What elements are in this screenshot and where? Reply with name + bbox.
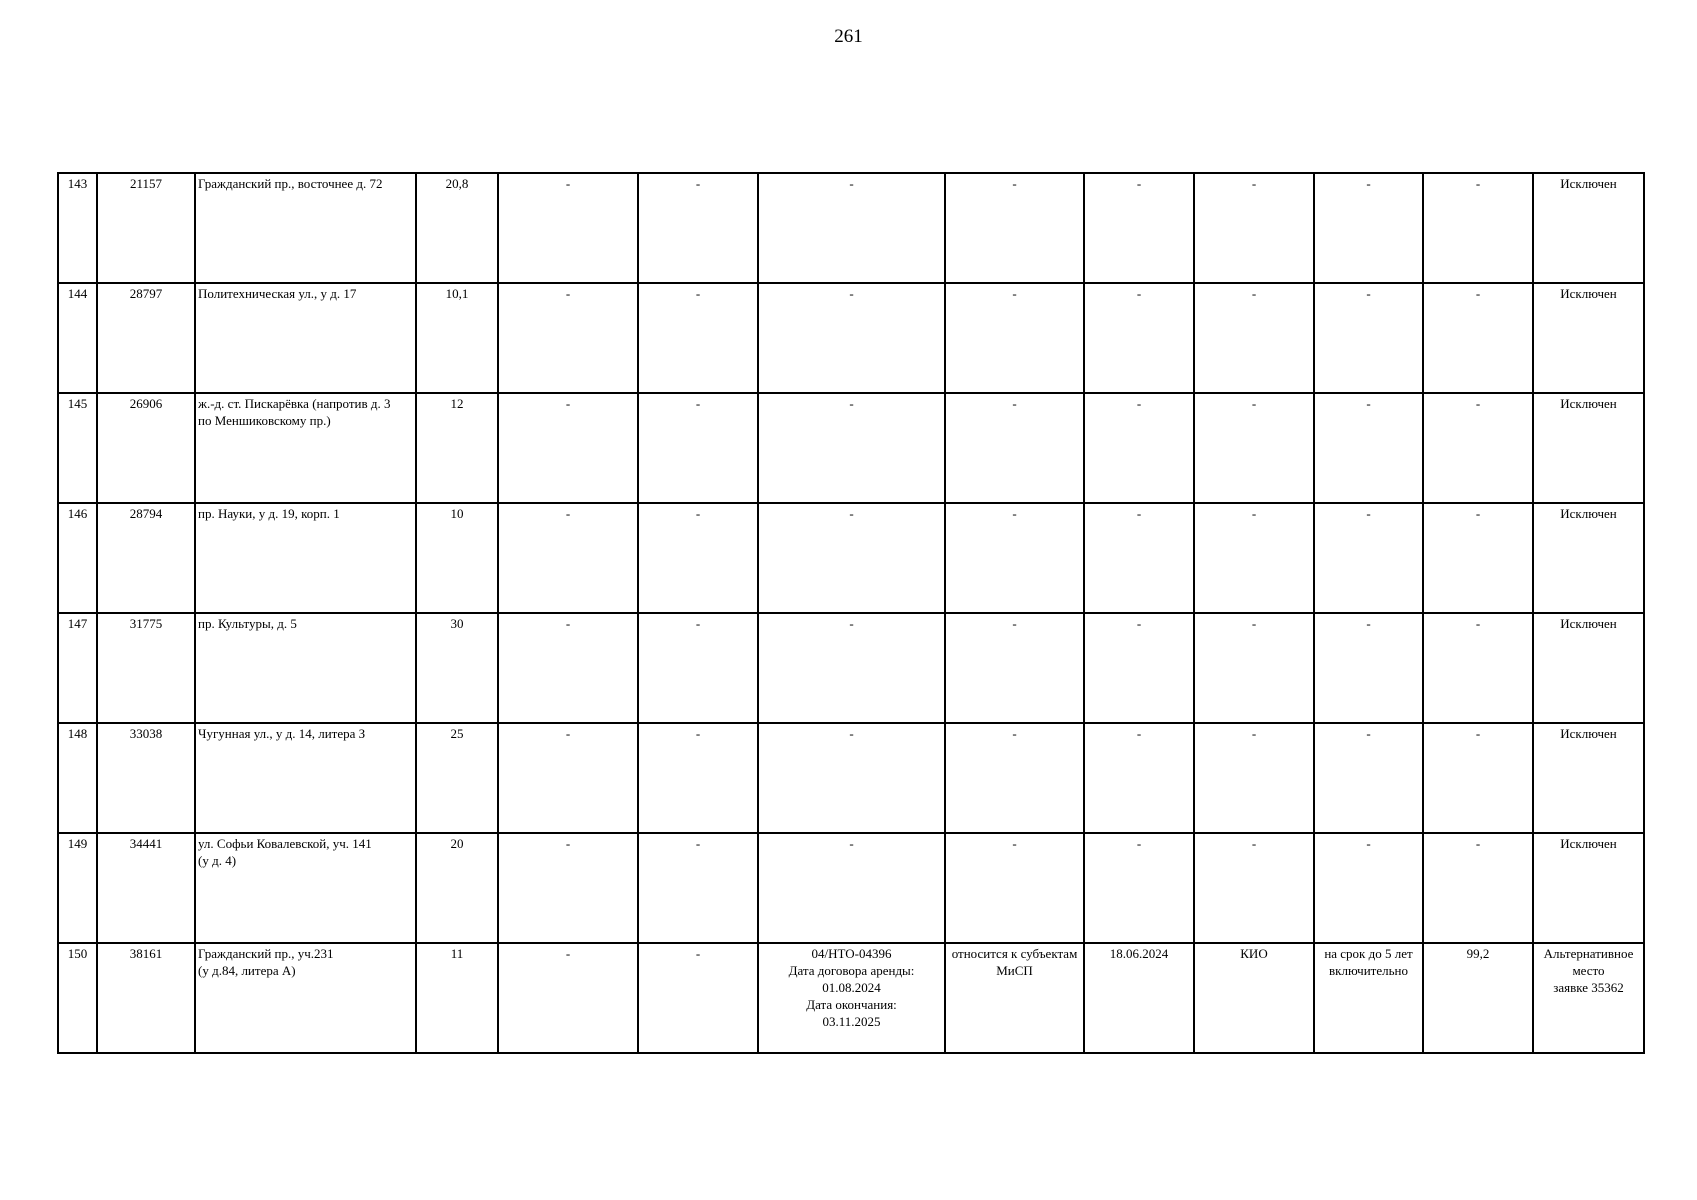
cell-contract	[758, 833, 945, 943]
cell-organization: -	[1194, 283, 1314, 393]
cell-term	[1314, 613, 1423, 723]
cell-area: 11	[416, 943, 498, 1053]
cell-contract	[758, 173, 945, 283]
cell-object-id: 26906	[97, 393, 195, 503]
cell-date: -	[1084, 393, 1194, 503]
cell-result-line: заявке 35362	[1553, 980, 1624, 995]
cell-result-line: Исключен	[1560, 396, 1617, 411]
cell-contract-line: -	[849, 836, 854, 851]
cell-address	[195, 173, 416, 283]
cell-row-number: 149	[58, 833, 97, 943]
cell-area: 25	[416, 723, 498, 833]
cell-smb-status	[945, 173, 1084, 283]
cell-address-line: пр. Культуры, д. 5	[198, 616, 297, 631]
cell-row-number: 146	[58, 503, 97, 613]
cell-column-5: -	[498, 833, 638, 943]
cell-column-6: -	[638, 283, 758, 393]
cell-area: 20	[416, 833, 498, 943]
cell-object-id: 38161	[97, 943, 195, 1053]
cell-address	[195, 393, 416, 503]
cell-object-id: 28794	[97, 503, 195, 613]
cell-smb-status-line: -	[1012, 726, 1017, 741]
cell-result-line: Исключен	[1560, 836, 1617, 851]
cell-term-line: -	[1366, 176, 1371, 191]
cell-address-line: ул. Софьи Ковалевской, уч. 141	[198, 836, 372, 851]
cell-address	[195, 503, 416, 613]
cell-term-line: включительно	[1329, 963, 1408, 978]
cell-term	[1314, 283, 1423, 393]
cell-address-line: ж.-д. ст. Пискарёвка (напротив д. 3	[198, 396, 391, 411]
cell-contract-line: -	[849, 726, 854, 741]
cell-area: 10	[416, 503, 498, 613]
cell-address-line: Гражданский пр., восточнее д. 72	[198, 176, 383, 191]
table-row	[58, 833, 1644, 943]
cell-column-6: -	[638, 173, 758, 283]
cell-organization: -	[1194, 503, 1314, 613]
cell-column-12: -	[1423, 613, 1533, 723]
cell-column-5: -	[498, 393, 638, 503]
table-row	[58, 723, 1644, 833]
cell-term	[1314, 943, 1423, 1053]
cell-contract-line: -	[849, 396, 854, 411]
cell-column-5: -	[498, 283, 638, 393]
cell-contract-line: 01.08.2024	[822, 980, 881, 995]
cell-smb-status-line: относится к субъектам	[951, 946, 1078, 961]
table-row	[58, 283, 1644, 393]
cell-column-6: -	[638, 833, 758, 943]
cell-date: -	[1084, 613, 1194, 723]
cell-smb-status	[945, 723, 1084, 833]
cell-column-12: -	[1423, 283, 1533, 393]
cell-smb-status-line: -	[1012, 176, 1017, 191]
cell-contract	[758, 723, 945, 833]
cell-result	[1533, 173, 1644, 283]
cell-smb-status	[945, 283, 1084, 393]
cell-term-line: -	[1366, 836, 1371, 851]
cell-column-5: -	[498, 173, 638, 283]
cell-column-5: -	[498, 613, 638, 723]
cell-contract	[758, 613, 945, 723]
cell-organization: -	[1194, 723, 1314, 833]
cell-date: -	[1084, 173, 1194, 283]
cell-result-line: Исключен	[1560, 286, 1617, 301]
cell-contract-line: 03.11.2025	[822, 1014, 881, 1029]
cell-contract-line: -	[849, 506, 854, 521]
cell-object-id: 33038	[97, 723, 195, 833]
cell-address	[195, 613, 416, 723]
cell-object-id: 21157	[97, 173, 195, 283]
table-row	[58, 613, 1644, 723]
cell-row-number: 144	[58, 283, 97, 393]
cell-term-line: -	[1366, 396, 1371, 411]
cell-column-12: -	[1423, 833, 1533, 943]
cell-address	[195, 833, 416, 943]
cell-address-line: Политехническая ул., у д. 17	[198, 286, 357, 301]
cell-term-line: на срок до 5 лет	[1324, 946, 1413, 961]
cell-result	[1533, 723, 1644, 833]
cell-smb-status-line: -	[1012, 506, 1017, 521]
cell-contract-line: Дата окончания:	[806, 997, 897, 1012]
cell-column-5: -	[498, 723, 638, 833]
cell-date: 18.06.2024	[1084, 943, 1194, 1053]
cell-term-line: -	[1366, 726, 1371, 741]
cell-smb-status-line: -	[1012, 286, 1017, 301]
cell-contract	[758, 503, 945, 613]
cell-object-id: 31775	[97, 613, 195, 723]
cell-column-6: -	[638, 723, 758, 833]
cell-organization: -	[1194, 833, 1314, 943]
cell-address-line: Гражданский пр., уч.231	[198, 946, 334, 961]
cell-column-5: -	[498, 503, 638, 613]
cell-address-line: пр. Науки, у д. 19, корп. 1	[198, 506, 340, 521]
table-row	[58, 943, 1644, 1053]
cell-smb-status	[945, 613, 1084, 723]
cell-result	[1533, 943, 1644, 1053]
cell-organization: -	[1194, 173, 1314, 283]
cell-row-number: 145	[58, 393, 97, 503]
cell-object-id: 28797	[97, 283, 195, 393]
cell-column-12: -	[1423, 173, 1533, 283]
cell-area: 30	[416, 613, 498, 723]
cell-column-6: -	[638, 943, 758, 1053]
cell-term	[1314, 393, 1423, 503]
table-row	[58, 393, 1644, 503]
cell-column-12: -	[1423, 723, 1533, 833]
cell-term-line: -	[1366, 286, 1371, 301]
cell-term	[1314, 173, 1423, 283]
cell-term	[1314, 503, 1423, 613]
cell-contract-line: -	[849, 616, 854, 631]
cell-date: -	[1084, 723, 1194, 833]
cell-term-line: -	[1366, 616, 1371, 631]
cell-result	[1533, 613, 1644, 723]
cell-area: 20,8	[416, 173, 498, 283]
cell-row-number: 147	[58, 613, 97, 723]
cell-contract-line: -	[849, 176, 854, 191]
cell-smb-status	[945, 833, 1084, 943]
cell-column-6: -	[638, 503, 758, 613]
cell-result-line: Исключен	[1560, 176, 1617, 191]
cell-row-number: 150	[58, 943, 97, 1053]
page-number: 261	[834, 26, 863, 47]
cell-date: -	[1084, 503, 1194, 613]
cell-contract	[758, 943, 945, 1053]
cell-smb-status-line: -	[1012, 836, 1017, 851]
cell-address-line: Чугунная ул., у д. 14, литера З	[198, 726, 366, 741]
cell-organization: КИО	[1194, 943, 1314, 1053]
cell-smb-status-line: -	[1012, 616, 1017, 631]
cell-result-line: Исключен	[1560, 726, 1617, 741]
cell-column-12: 99,2	[1423, 943, 1533, 1053]
cell-object-id: 34441	[97, 833, 195, 943]
cell-result-line: Исключен	[1560, 506, 1617, 521]
cell-smb-status	[945, 503, 1084, 613]
cell-result-line: Альтернативное	[1543, 946, 1634, 961]
cell-area: 10,1	[416, 283, 498, 393]
cell-contract	[758, 283, 945, 393]
cell-row-number: 148	[58, 723, 97, 833]
cell-column-12: -	[1423, 503, 1533, 613]
cell-contract-line: Дата договора аренды:	[788, 963, 915, 978]
cell-contract-line: -	[849, 286, 854, 301]
cell-address	[195, 943, 416, 1053]
cell-area: 12	[416, 393, 498, 503]
cell-result-line: место	[1572, 963, 1605, 978]
cell-column-5: -	[498, 943, 638, 1053]
cell-date: -	[1084, 833, 1194, 943]
registry-table	[57, 172, 1645, 1054]
cell-organization: -	[1194, 613, 1314, 723]
cell-result	[1533, 503, 1644, 613]
cell-contract-line: 04/НТО-04396	[811, 946, 892, 961]
cell-date: -	[1084, 283, 1194, 393]
cell-column-12: -	[1423, 393, 1533, 503]
cell-smb-status	[945, 393, 1084, 503]
cell-result-line: Исключен	[1560, 616, 1617, 631]
cell-organization: -	[1194, 393, 1314, 503]
cell-address-line: по Меншиковскому пр.)	[198, 413, 331, 428]
cell-result	[1533, 283, 1644, 393]
cell-term-line: -	[1366, 506, 1371, 521]
table-row	[58, 173, 1644, 283]
cell-row-number: 143	[58, 173, 97, 283]
cell-smb-status-line: -	[1012, 396, 1017, 411]
cell-address	[195, 723, 416, 833]
cell-term	[1314, 833, 1423, 943]
cell-result	[1533, 833, 1644, 943]
cell-address	[195, 283, 416, 393]
cell-term	[1314, 723, 1423, 833]
table-row	[58, 503, 1644, 613]
cell-contract	[758, 393, 945, 503]
cell-smb-status-line: МиСП	[996, 963, 1033, 978]
cell-result	[1533, 393, 1644, 503]
cell-column-6: -	[638, 613, 758, 723]
cell-address-line: (у д. 4)	[198, 853, 237, 868]
cell-address-line: (у д.84, литера А)	[198, 963, 296, 978]
cell-smb-status	[945, 943, 1084, 1053]
cell-column-6: -	[638, 393, 758, 503]
